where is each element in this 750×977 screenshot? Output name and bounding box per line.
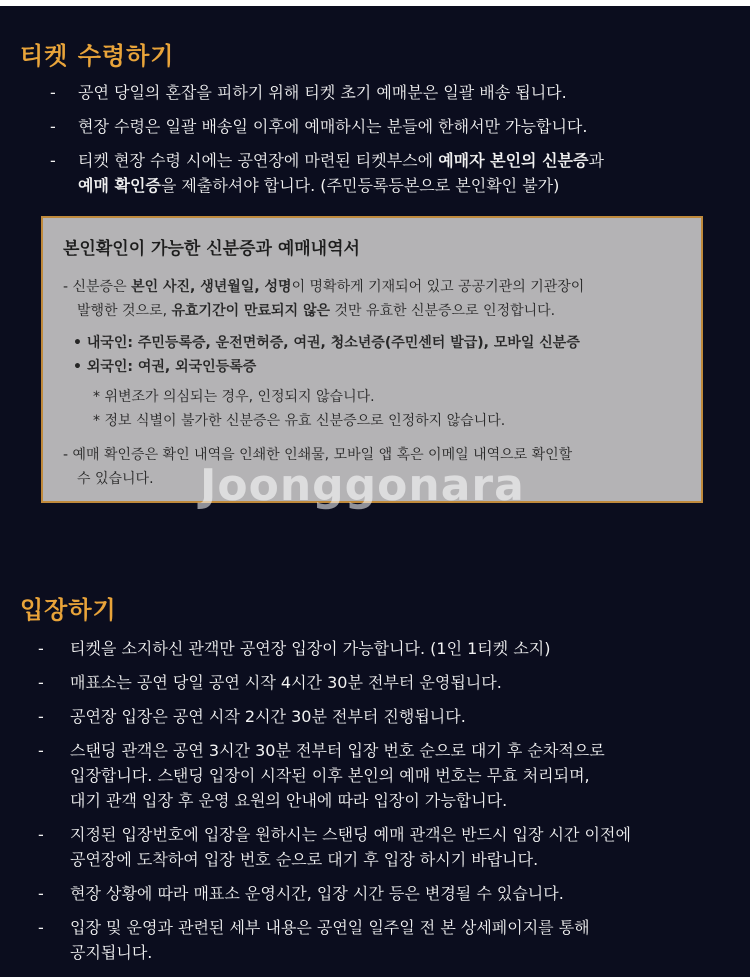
dash-marker: - (38, 707, 44, 726)
text-emphasis: 예매 확인증 (78, 176, 161, 195)
dash-marker: - (38, 825, 44, 844)
text-segment: 것만 유효한 신분증으로 인정합니다. (330, 303, 556, 319)
list-item (0, 148, 750, 198)
text-segment: 발행한 것으로, (77, 303, 172, 319)
text-emphasis: 예매자 본인의 신분증 (438, 151, 589, 170)
list-item (0, 636, 750, 661)
dash-marker: - (50, 151, 56, 170)
domestic-id-list: • 내국인: 주민등록증, 운전면허증, 여권, 청소년증(주민센터 발급), 모바일 신분증 (73, 335, 580, 351)
text-segment: 지정된 입장번호에 입장을 원하시는 스탠딩 예매 관객은 반드시 입장 시간 이전에 (70, 825, 631, 844)
list-item-text: 현장 상황에 따라 매표소 운영시간, 입장 시간 등은 변경될 수 있습니다. (70, 884, 564, 903)
list-item (0, 704, 750, 729)
dash-marker: - (50, 117, 56, 136)
text-segment: 을 제출하셔야 합니다. (주민등록등본으로 본인확인 불가) (160, 176, 560, 195)
dash-marker: - (38, 884, 44, 903)
text-segment: 공지됩니다. (70, 943, 153, 962)
box-paragraph-1 (63, 276, 584, 298)
list-item-text: 매표소는 공연 당일 공연 시작 4시간 30분 전부터 운영됩니다. (70, 673, 502, 692)
entry-list (0, 636, 750, 974)
list-item (0, 915, 750, 965)
ticket-pickup-list (0, 80, 750, 207)
section-title-entry: 입장하기 (20, 596, 117, 624)
text-emphasis: 유효기간이 만료되지 않은 (171, 303, 331, 319)
dash-marker: - (38, 639, 44, 658)
text-emphasis: 본인 사진, 생년월일, 성명 (131, 279, 292, 295)
section-title-ticket-pickup: 티켓 수령하기 (20, 42, 175, 70)
text-segment: 이 명확하게 기재되어 있고 공공기관의 기관장이 (291, 279, 585, 295)
list-item-text (70, 738, 750, 813)
list-item (0, 822, 750, 872)
text-segment: 대기 관객 입장 후 운영 요원의 안내에 따라 입장이 가능합니다. (70, 791, 508, 810)
list-item (0, 881, 750, 906)
list-item (0, 80, 750, 105)
text-segment: 입장 및 운영과 관련된 세부 내용은 공연일 일주일 전 본 상세페이지를 통해 (70, 918, 590, 937)
box-paragraph-3: - 예매 확인증은 확인 내역을 인쇄한 인쇄물, 모바일 앱 혹은 이메일 내역으로 확인할 (63, 447, 573, 463)
list-item (0, 114, 750, 139)
list-item-text (70, 915, 750, 965)
dash-marker: - (38, 918, 44, 937)
text-segment: 입장합니다. 스탠딩 입장이 시작된 이후 본인의 예매 번호는 무효 처리되며, (70, 766, 590, 785)
box-paragraph-4: 수 있습니다. (77, 471, 154, 487)
list-item-text: 현장 수령은 일괄 배송일 이후에 예매하시는 분들에 한해서만 가능합니다. (78, 117, 588, 136)
list-item-text (70, 822, 750, 872)
foreign-id-list: • 외국인: 여권, 외국인등록증 (73, 359, 257, 375)
box-title: 본인확인이 가능한 신분증과 예매내역서 (63, 239, 360, 259)
text-segment: 공연장에 도착하여 입장 번호 순으로 대기 후 입장 하시기 바랍니다. (70, 850, 539, 869)
list-item (0, 670, 750, 695)
dash-marker: - (38, 741, 44, 760)
text-segment: 스탠딩 관객은 공연 3시간 30분 전부터 입장 번호 순으로 대기 후 순차적으로 (70, 741, 605, 760)
text-segment: - 신분증은 (63, 279, 132, 295)
dash-marker: - (38, 673, 44, 692)
list-item-text: 공연 당일의 혼잡을 피하기 위해 티켓 초기 예매분은 일괄 배송 됩니다. (78, 83, 567, 102)
list-item-text: 공연장 입장은 공연 시작 2시간 30분 전부터 진행됩니다. (70, 707, 466, 726)
watermark-logo: Joonggonara (200, 460, 525, 511)
dash-marker: - (50, 83, 56, 102)
top-border (0, 0, 750, 6)
note-unidentifiable: * 정보 식별이 불가한 신분증은 유효 신분증으로 인정하지 않습니다. (93, 413, 506, 429)
box-paragraph-2 (77, 300, 555, 322)
text-segment: 과 (588, 151, 604, 170)
note-forgery: * 위변조가 의심되는 경우, 인정되지 않습니다. (93, 389, 375, 405)
list-item-text: 티켓을 소지하신 관객만 공연장 입장이 가능합니다. (1인 1티켓 소지) (70, 639, 551, 658)
list-item (0, 738, 750, 813)
list-item-text (78, 148, 750, 198)
text-segment: 티켓 현장 수령 시에는 공연장에 마련된 티켓부스에 (78, 151, 439, 170)
